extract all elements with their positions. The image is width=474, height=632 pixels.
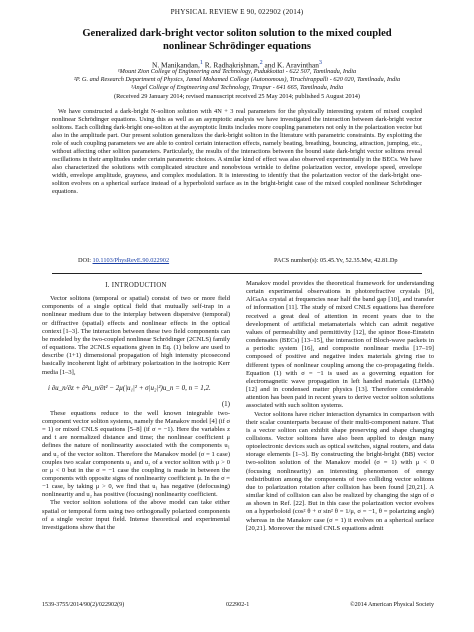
author-name: N. Manikandan, (152, 60, 200, 70)
section-heading: I. INTRODUCTION (105, 282, 167, 289)
received-dates: (Received 29 January 2014; revised manuscript received 25 May 2014; published 5 August 2014) (113, 92, 361, 100)
author-name: and K. Aravinthan (264, 60, 319, 70)
author-affiliation-link[interactable]: 2 (259, 60, 263, 66)
doi-label: DOI: (78, 257, 91, 264)
body-paragraph: The vector soliton solutions of the above model can take either spatial or temporal form using two orthogonally polarized components of a single vector input field. Intense theoretical and experimental investigations show that the (42, 499, 230, 531)
body-paragraph: Manakov model provides the theoretical framework for understanding certain experimental observations in photorefractive crystals [9], AlGaAs crystal at frequencies near half the band gap [10], and transfer of information [11]. The study of mixed CNLS equations has therefore received a great deal of attention in recent years due to the development of artificial metamaterials which can admit negative values of permeability and permittivity [12], the spinor Bose-Einstein condensates (BECs) [13–15], the interaction of Bloch-wave packets in a periodic system [16], and composite nonlinear media [17–19] composed of positive and negative index materials giving rise to different types of nonlinear coupling among the co-propagating fields. Equation (1) with σ = −1 is used as a governing equation for electromagnetic wave propagation in left handed materials (LHMs) [12] and in condensed matter physics [13]. Therefore considerable attention has been paid in recent years to derive vector soliton solutions associated with such soliton systems. (246, 280, 434, 410)
right-column (246, 280, 434, 533)
footer-page-number: 022902-1 (226, 602, 250, 608)
running-head: PHYSICAL REVIEW E 90, 022902 (2014) (170, 8, 304, 16)
footer-copyright: ©2014 American Physical Society (349, 602, 434, 608)
left-column (42, 280, 230, 532)
equation-body: i ∂u_n/∂z + ∂²u_n/∂t² − 2μ(|u₁|² + σ|u₂|²)u_n = 0, n = 1,2. (48, 383, 211, 392)
pacs-numbers: PACS number(s): 05.45.Yv, 52.35.Mw, 42.81.Dp (274, 257, 398, 264)
equation-number: (1) (221, 399, 230, 408)
affiliation-block (30, 68, 444, 101)
footer-issn: 1539-3755/2014/90(2)/022902(9) (42, 602, 125, 608)
affiliation-line: ¹Mount Zion College of Engineering and Technology, Pudukkottai - 622 507, Tamilnadu, India (117, 68, 357, 75)
body-paragraph: Vector solitons (temporal or spatial) consist of two or more field components of a single optical field that mutually self-trap in a nonlinear medium due to the interplay between dispersive (temporal) or diffractive (spatial) effects and nonlinear effects in the optical context [1–3]. The interaction between these two field components can be modeled by the two-coupled nonlinear Schrödinger (2CNLS) family of equations. The 2CNLS equations given in Eq. (1) below are used to describe (1+1) dimensional propagation of high intensity picosecond basically incoherent light of arbitrary polarization in the isotropic Kerr media [1–3], (42, 295, 230, 376)
author-affiliation-link[interactable]: 3 (318, 60, 322, 66)
equation-1 (42, 380, 230, 406)
header-divider (52, 273, 422, 274)
body-paragraph: These equations reduce to the well known integrable two-component vector soliton systems, namely the Manakov model [4] (if σ = 1) or mixed CNLS equations [5–8] (if σ = −1). Here the variables z and t are normalized distance and time; the nonlinear coefficient μ defines the nature of nonlinearity associated with the components u₁ and u₂ of the vector soliton. Therefore the Manakov model (σ = 1 case) couples two scalar components u₁ and u₂ of a vector soliton with μ > 0 or μ < 0 but in the σ = −1 case the coupling is made in between the components with opposite signs of nonlinearity coefficient μ. In the σ = −1 case, by taking μ > 0, we find that u₁ has negative (defocusing) nonlinearity and u₂ has positive (focusing) nonlinearity coefficient. (42, 409, 230, 499)
affiliation-line: ²P. G. and Research Department of Physics, Jamal Mohamed College (Autonomous), Tiruchirappalli - 620 020, Tamilnadu, India (73, 76, 401, 84)
affiliation-line: ³Angel College of Engineering and Technology, Tirupur - 641 665, Tamilnadu, India (130, 84, 344, 92)
doi-entry (78, 257, 169, 264)
article-title: Generalized dark-bright vector soliton solution to the mixed coupled nonlinear Schrödinger equations (82, 28, 392, 52)
body-paragraph: Vector solitons have richer interaction dynamics in comparison with their scalar counterparts because of their multi-component nature. That is a vector soliton can exhibit shape preserving and shape changing collisions. Vector solitons have also been applied to design many optoelectronic devices such as optical switches, signal routers, and data storage elements [1–3]. By constructing the bright-bright (BB) vector two-soliton solution of the Manakov model (σ = 1) with μ < 0 (focusing nonlinearity) an interesting phenomenon of energy redistribution among the components of two colliding vector solitons due to polarization rotation after collision has been found [20,21]. A similar kind of collision can also be realized by changing the sign of σ as shown in Ref. [22]. But in this case the polarization vector evolves on a hyperboloid (cos² θ + σ sin² θ = 1/μ, σ = −1, θ = polarizing angle) whereas in the Manakov case (σ = 1) it evolves on a spherical surface [20,21]. Moreover the mixed CNLS equations admit (246, 410, 434, 532)
doi-link[interactable]: 10.1103/PhysRevE.90.022902 (92, 257, 170, 264)
author-affiliation-link[interactable]: 1 (199, 60, 203, 66)
abstract: We have constructed a dark-bright N-soliton solution with 4N + 3 real parameters for the physically interesting system of mixed coupled nonlinear Schrödinger equations. Using this as well as an asymptotic analysis we have investigated the interaction between dark-bright vector solitons. Each colliding dark-bright one-soliton at the asymptotic limits includes more coupling parameters not only in the polarization vector but also in the amplitude part. Our present solution generalizes the dark-bright soliton in the literature with parametric constraints. By exploiting the role of such coupling parameters we are able to control certain interaction effects, namely beating, breathing, bouncing, attraction, jumping, etc., without affecting other soliton parameters. Particularly, the results of the interactions between the bound state dark-bright vector solitons reveal oscillations in their amplitudes under certain parametric choices. A similar kind of effect was also observed experimentally in the BECs. We have also characterized the solutions with complicated structure and nonobvious wrinkle to define polarization vector, envelope speed, envelope width, envelope amplitude, grayness, and complex modulation. It is interesting to identify that the polarization vector of the dark-bright one-soliton evolves on a spherical surface instead of a hyperboloid surface as in the bright-bright case of the mixed coupled nonlinear Schrödinger equations. (52, 108, 422, 195)
author-name: R. Radhakrishnan, (204, 60, 260, 70)
